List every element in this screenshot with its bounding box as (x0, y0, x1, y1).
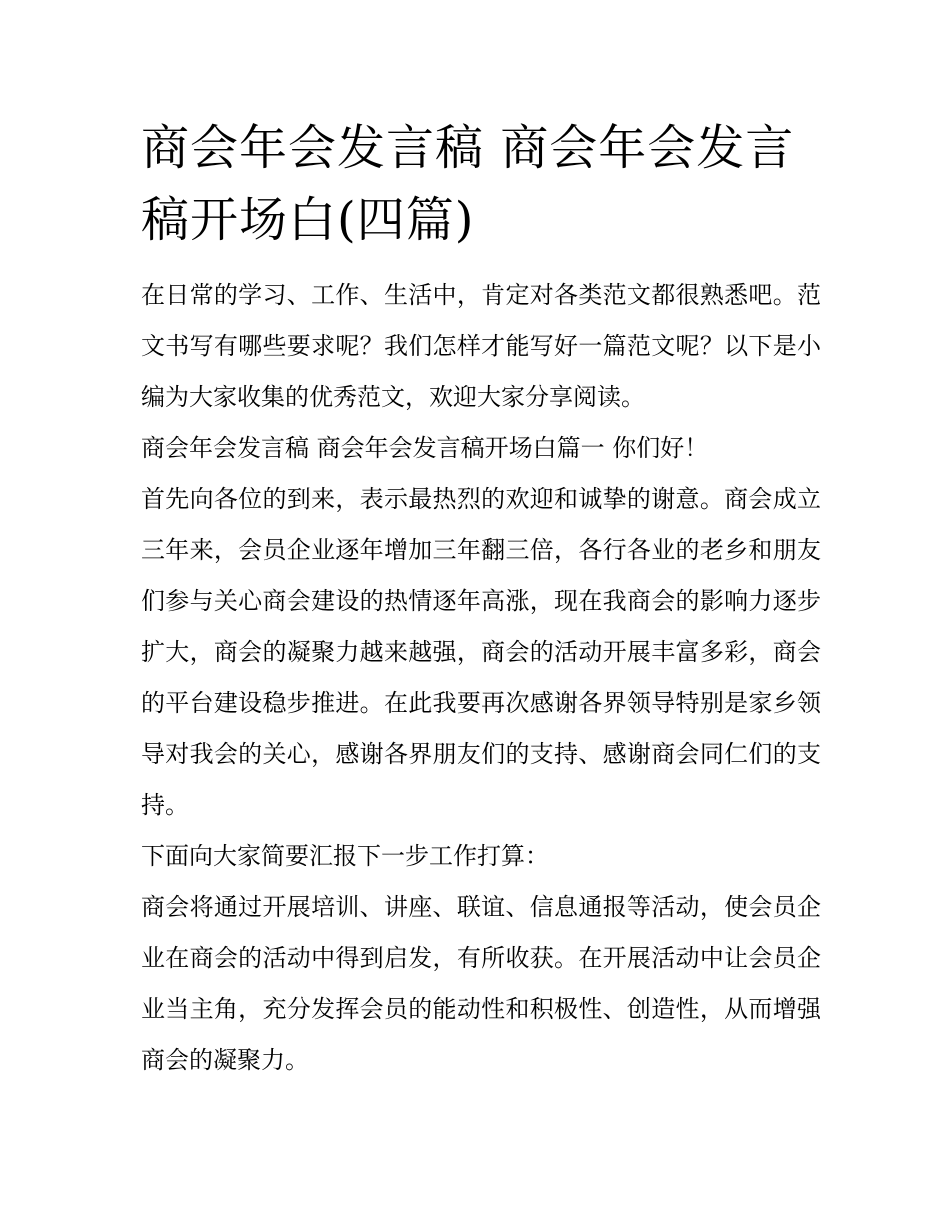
paragraph-welcome: 首先向各位的到来，表示最热烈的欢迎和诚挚的谢意。商会成立三年来，会员企业逐年增加三年翻三倍，各行各业的老乡和朋友们参与关心商会建设的热情逐年高涨，现在我商会的影响力逐步扩大，商会的凝聚力越来越强，商会的活动开展丰富多彩，商会的平台建设稳步推进。在此我要再次感谢各界领导特别是家乡领导对我会的关心，感谢各界朋友们的支持、感谢商会同仁们的支持。 (141, 485, 821, 819)
paragraph-plan-detail: 商会将通过开展培训、讲座、联谊、信息通报等活动，使会员企业在商会的活动中得到启发，有所收获。在开展活动中让会员企业当主角，充分发挥会员的能动性和积极性、创造性，从而增强商会的凝聚力。 (141, 893, 821, 1074)
paragraph-plan-intro: 下面向大家简要汇报下一步工作打算： (141, 842, 549, 870)
document-page (141, 112, 821, 1086)
document-body (141, 270, 821, 1086)
paragraph-intro: 在日常的学习、工作、生活中，肯定对各类范文都很熟悉吧。范文书写有哪些要求呢？我们怎样才能写好一篇范文呢？以下是小编为大家收集的优秀范文，欢迎大家分享阅读。 (141, 281, 821, 411)
paragraph-section-heading: 商会年会发言稿 商会年会发言稿开场白篇一 你们好！ (141, 434, 709, 462)
document-title: 商会年会发言稿 商会年会发言稿开场白(四篇) (141, 120, 795, 248)
